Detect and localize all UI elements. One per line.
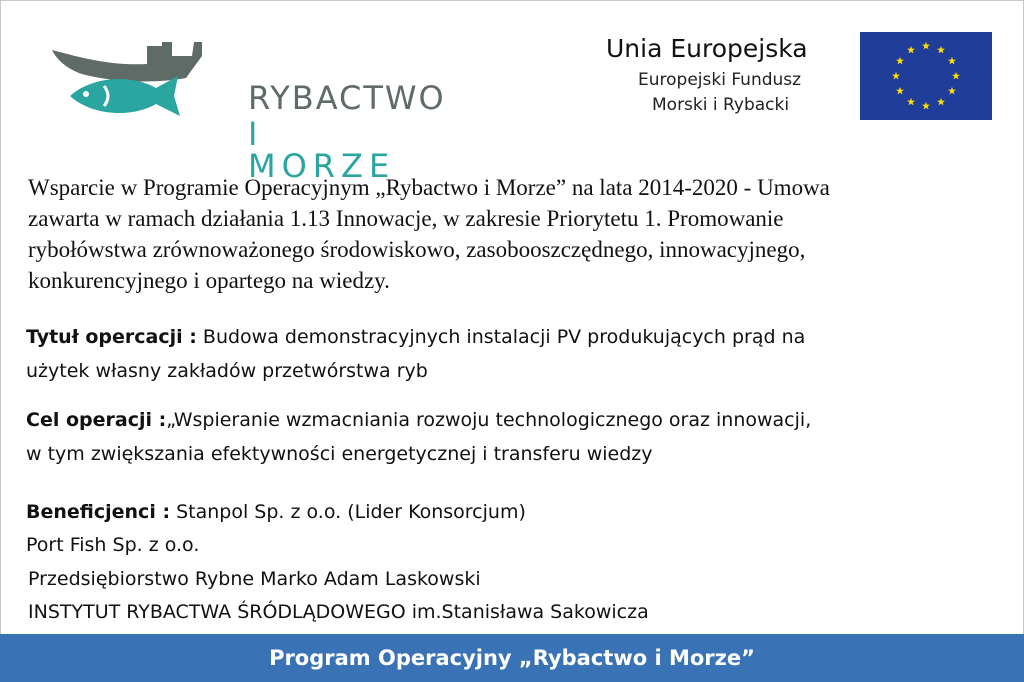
- operation-title-label: Tytuł opercacji :: [26, 326, 197, 348]
- intro-line: konkurencyjnego i opartego na wiedzy.: [28, 268, 390, 293]
- fish-boat-icon: [52, 38, 242, 118]
- eu-fund-line1: Europejski Fundusz: [638, 70, 802, 90]
- operation-goal: [26, 404, 811, 436]
- operation-title-value: Budowa demonstracyjnych instalacji PV produkujących prąd na: [196, 326, 806, 348]
- beneficiary-item: Przedsiębiorstwo Rybne Marko Adam Laskowski: [28, 568, 481, 590]
- logo-text-i-morze: I MORZE: [248, 115, 396, 185]
- beneficiaries-label: Beneficjenci :: [26, 501, 171, 523]
- operation-title: [26, 321, 805, 353]
- logo-text-rybactwo: RYBACTWO: [248, 79, 446, 117]
- operation-goal-value: „Wspieranie wzmacniania rozwoju technologicznego oraz innowacji,: [166, 409, 812, 431]
- intro-paragraph: [28, 172, 988, 296]
- operation-goal-label: Cel operacji :: [26, 409, 167, 431]
- intro-line: Wsparcie w Programie Operacyjnym „Rybactwo i Morze” na lata 2014-2020 - Umowa: [28, 175, 830, 200]
- operation-title-line2: użytek własny zakładów przetwórstwa ryb: [26, 360, 428, 382]
- eu-fund-line2: Morski i Rybacki: [652, 95, 790, 115]
- rybactwo-i-morze-logo: [52, 38, 446, 185]
- beneficiary-lead: Stanpol Sp. z o.o. (Lider Konsorcjum): [170, 501, 526, 523]
- intro-line: zawarta w ramach działania 1.13 Innowacje, w zakresie Priorytetu 1. Promowanie: [28, 206, 784, 231]
- footer-bar: [0, 634, 1024, 682]
- eu-flag-icon: [860, 32, 992, 120]
- intro-line: rybołówstwa zrównoważonego środowiskowo, zasobooszczędnego, innowacyjnego,: [28, 237, 806, 262]
- footer-text: Program Operacyjny „Rybactwo i Morze”: [269, 646, 755, 670]
- beneficiary-item: INSTYTUT RYBACTWA ŚRÓDLĄDOWEGO im.Stanisława Sakowicza: [28, 601, 649, 623]
- beneficiary-item: Port Fish Sp. z o.o.: [26, 534, 200, 556]
- beneficiaries: [26, 496, 526, 528]
- eu-title: Unia Europejska: [606, 34, 808, 63]
- operation-goal-line2: w tym zwiększania efektywności energetycznej i transferu wiedzy: [26, 443, 653, 465]
